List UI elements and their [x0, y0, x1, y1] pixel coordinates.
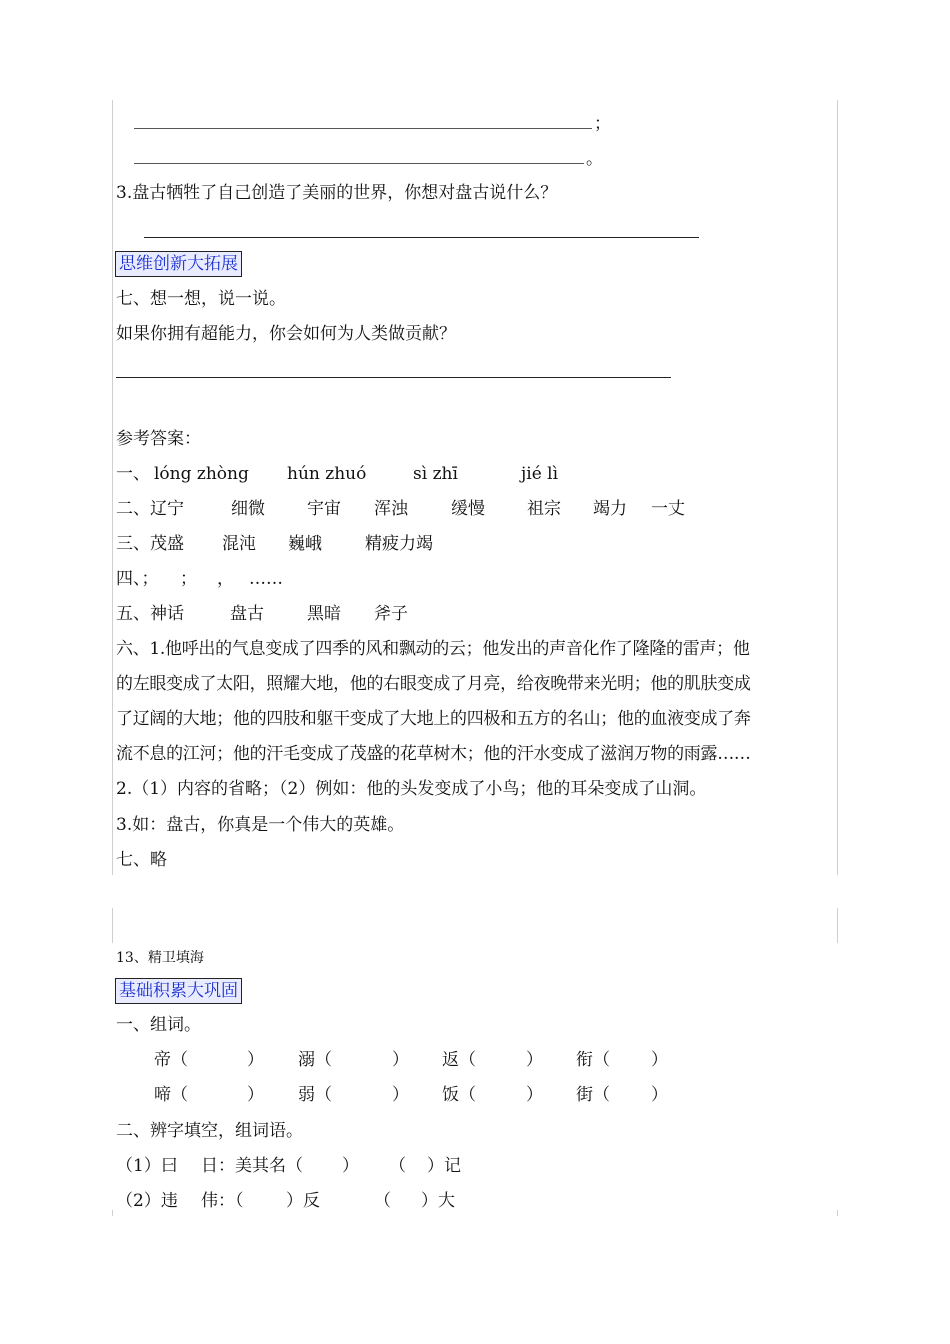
blank-end-semicolon: ； [594, 114, 611, 134]
answer-5-word-4: 斧子 [374, 604, 408, 624]
fill-prompt: 伟：（ [201, 1191, 244, 1211]
char-blank-close: ） [651, 1050, 668, 1070]
margin-line-right-mid [837, 908, 838, 943]
exercise-1-title: 一、组词。 [116, 1015, 201, 1035]
fill-suffix: ）记 [427, 1156, 461, 1176]
word-group-row-2 [0, 1083, 950, 1107]
char-blank-close: ） [392, 1085, 409, 1105]
exercise-2-title: 二、辨字填空，组词语。 [116, 1121, 303, 1141]
distinguish-row-2 [0, 1189, 950, 1213]
answer-1-pinyin-4: jié lì [521, 464, 559, 484]
item-label: （1）曰 [116, 1156, 178, 1176]
answer-4-mark-3: ， [217, 569, 234, 589]
char-prompt: 返（ [442, 1050, 476, 1070]
fill-suffix: ）大 [421, 1191, 455, 1211]
char-prompt: 弱（ [298, 1085, 332, 1105]
word-group-row-1 [0, 1048, 950, 1072]
answer-4-mark-4: …… [249, 569, 283, 589]
lesson-title: 13、精卫填海 [116, 950, 204, 966]
answer-2-word-5: 缓慢 [451, 499, 485, 519]
answer-2-word-7: 竭力 [593, 499, 627, 519]
char-blank-close: ） [392, 1050, 409, 1070]
fill-suffix: ）反 [286, 1191, 320, 1211]
answer-6-line-1: 六、1.他呼出的气息变成了四季的风和飘动的云；他发出的声音化作了隆隆的雷声；他 [116, 639, 750, 659]
char-prompt: 啼（ [154, 1085, 188, 1105]
answer-2-word-2: 细微 [231, 499, 265, 519]
answer-6-line-2: 的左眼变成了太阳，照耀大地，他的右眼变成了月亮，给夜晚带来光明；他的肌肤变成 [116, 674, 751, 694]
answer-6-line-4: 流不息的江河；他的汗毛变成了茂盛的花草树木；他的汗水变成了滋润万物的雨露…… [116, 744, 751, 764]
char-prompt: 衔（ [576, 1050, 610, 1070]
fill-blank-open: （ [374, 1191, 391, 1211]
char-prompt: 饭（ [442, 1085, 476, 1105]
question-7-title: 七、想一想，说一说。 [116, 289, 286, 309]
answer-3-word-3: 巍峨 [288, 534, 322, 554]
char-blank-close: ） [651, 1085, 668, 1105]
distinguish-row-1 [0, 1154, 950, 1178]
char-prompt: 街（ [576, 1085, 610, 1105]
answer-3-word-4: 精疲力竭 [365, 534, 433, 554]
answer-blank-line-1 [134, 128, 592, 129]
answer-3-word-2: 混沌 [222, 534, 256, 554]
answer-2-word-1: 二、辽宁 [116, 499, 184, 519]
answer-2-word-3: 宇宙 [307, 499, 341, 519]
answer-4-mark-2: ； [180, 569, 197, 589]
answer-2-word-8: 一丈 [651, 499, 685, 519]
question-7-text: 如果你拥有超能力，你会如何为人类做贡献？ [116, 324, 456, 344]
answer-4-mark-1: 四、； [116, 569, 159, 589]
section-banner-basics: 基础积累大巩固 [115, 978, 242, 1004]
answer-7: 七、略 [116, 850, 167, 870]
answer-2-word-4: 浑浊 [374, 499, 408, 519]
answer-blank-line-4 [116, 377, 671, 378]
answer-3-word-1: 三、茂盛 [116, 534, 184, 554]
answer-1-pinyin-3: sì zhī [413, 464, 458, 484]
answer-6-line-3: 了辽阔的大地；他的四肢和躯干变成了大地上的四极和五方的名山；他的血液变成了奔 [116, 709, 751, 729]
char-blank-close: ） [247, 1050, 264, 1070]
answer-5-word-2: 盘古 [230, 604, 264, 624]
margin-line-left-mid [112, 908, 113, 943]
item-label: （2）违 [116, 1191, 178, 1211]
answer-6-part-2: 2.（1）内容的省略；（2）例如：他的头发变成了小鸟；他的耳朵变成了山洞。 [116, 779, 707, 799]
blank-end-period: 。 [586, 149, 603, 169]
char-prompt: 帝（ [154, 1050, 188, 1070]
answers-title: 参考答案： [116, 429, 201, 449]
margin-line-right-top [837, 100, 838, 875]
fill-blank-open: （ [389, 1156, 406, 1176]
answer-6-part-3: 3.如：盘古，你真是一个伟大的英雄。 [116, 815, 405, 835]
margin-line-left-top [112, 100, 113, 875]
fill-prompt: 日：美其名（ [201, 1156, 303, 1176]
answer-5-word-3: 黑暗 [307, 604, 341, 624]
char-blank-close: ） [247, 1085, 264, 1105]
answer-2-word-6: 祖宗 [527, 499, 561, 519]
section-banner-thinking: 思维创新大拓展 [115, 251, 242, 277]
answer-1-pinyin-2: hún zhuó [287, 464, 367, 484]
char-prompt: 溺（ [298, 1050, 332, 1070]
fill-blank-close: ） [342, 1156, 359, 1176]
char-blank-close: ） [526, 1085, 543, 1105]
answer-5-word-1: 五、神话 [116, 604, 184, 624]
question-3: 3.盘古牺牲了自己创造了美丽的世界，你想对盘古说什么？ [116, 183, 558, 203]
char-blank-close: ） [526, 1050, 543, 1070]
answer-blank-line-2 [134, 163, 584, 164]
answer-1-label: 一、 [116, 464, 150, 484]
answer-blank-line-3 [144, 237, 699, 238]
answer-1-pinyin-1: lóng zhòng [154, 464, 249, 484]
